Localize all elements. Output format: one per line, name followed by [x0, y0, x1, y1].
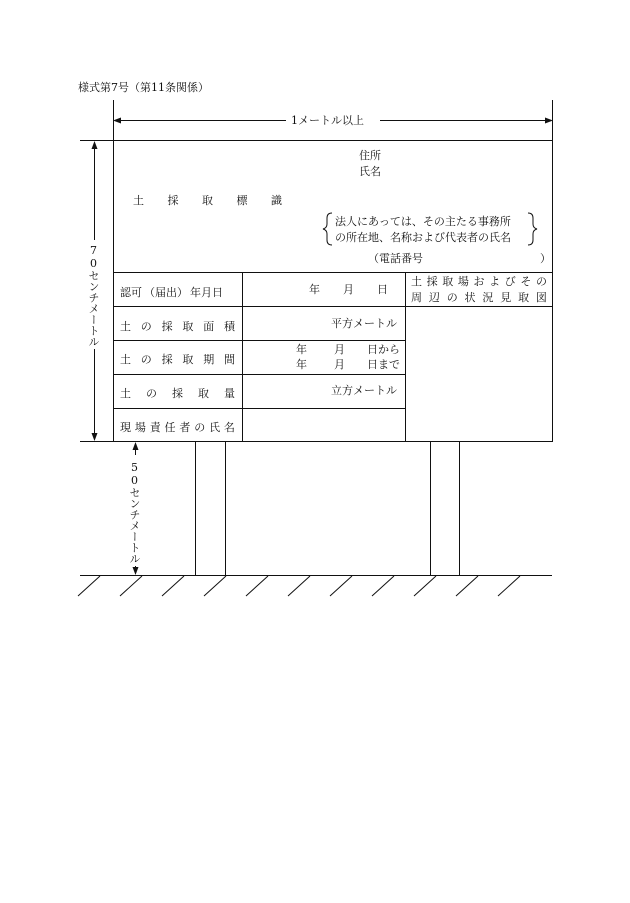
- map-header-line2: 周 辺 の 状 況 見 取 図: [411, 291, 547, 304]
- height-dimension-label: 70センチメートル: [87, 244, 100, 347]
- address-label: 住所: [359, 149, 381, 162]
- manager-label: 現 場 責 任 者 の 氏 名: [120, 421, 235, 434]
- permit-month: 月: [343, 283, 354, 296]
- area-unit: 平方メートル: [331, 317, 397, 330]
- volume-label: 土 の 採 取 量: [120, 387, 235, 400]
- permit-day: 日: [377, 283, 388, 296]
- map-header-line1: 土 採 取 場 お よ び そ の: [411, 275, 547, 288]
- period-to-year: 年: [296, 358, 307, 371]
- form-title: 様式第7号（第11条関係）: [78, 81, 209, 94]
- name-label: 氏名: [359, 165, 381, 178]
- corporate-note-line2: の所在地、名称および代表者の氏名: [335, 231, 511, 244]
- period-label: 土 の 採 取 期 間: [120, 353, 235, 366]
- phone-label: （電話番号: [368, 252, 423, 265]
- permit-year: 年: [309, 283, 320, 296]
- permit-date-label: 認可 （届出） 年月日: [120, 286, 223, 299]
- arrow-up: [92, 141, 98, 149]
- area-label: 土 の 採 取 面 積: [120, 320, 235, 333]
- period-to-day: 日まで: [367, 358, 400, 371]
- sign-title-char: 採: [167, 194, 179, 207]
- period-from-day: 日から: [367, 343, 400, 356]
- sign-title-char: 識: [271, 194, 282, 207]
- arrow-left: [113, 118, 121, 124]
- width-dimension-label: 1メートル以上: [291, 114, 364, 127]
- sign-title-char: 取: [202, 194, 213, 207]
- leg-arrow-up: [133, 442, 139, 450]
- sign-title: [133, 195, 282, 206]
- leg-dimension-label: 50センチメートル: [128, 461, 141, 564]
- sign-title-char: 標: [236, 194, 248, 207]
- period-from-year: 年: [296, 343, 307, 356]
- sign-title-char: 土: [133, 194, 144, 207]
- phone-close: ）: [540, 252, 551, 265]
- period-to-month: 月: [334, 358, 345, 371]
- arrow-right: [545, 118, 553, 124]
- leg-arrow-down: [133, 567, 139, 575]
- volume-unit: 立方メートル: [331, 384, 397, 397]
- period-from-month: 月: [334, 343, 345, 356]
- corporate-note-line1: 法人にあっては、その主たる事務所: [335, 215, 511, 228]
- arrow-down: [92, 433, 98, 441]
